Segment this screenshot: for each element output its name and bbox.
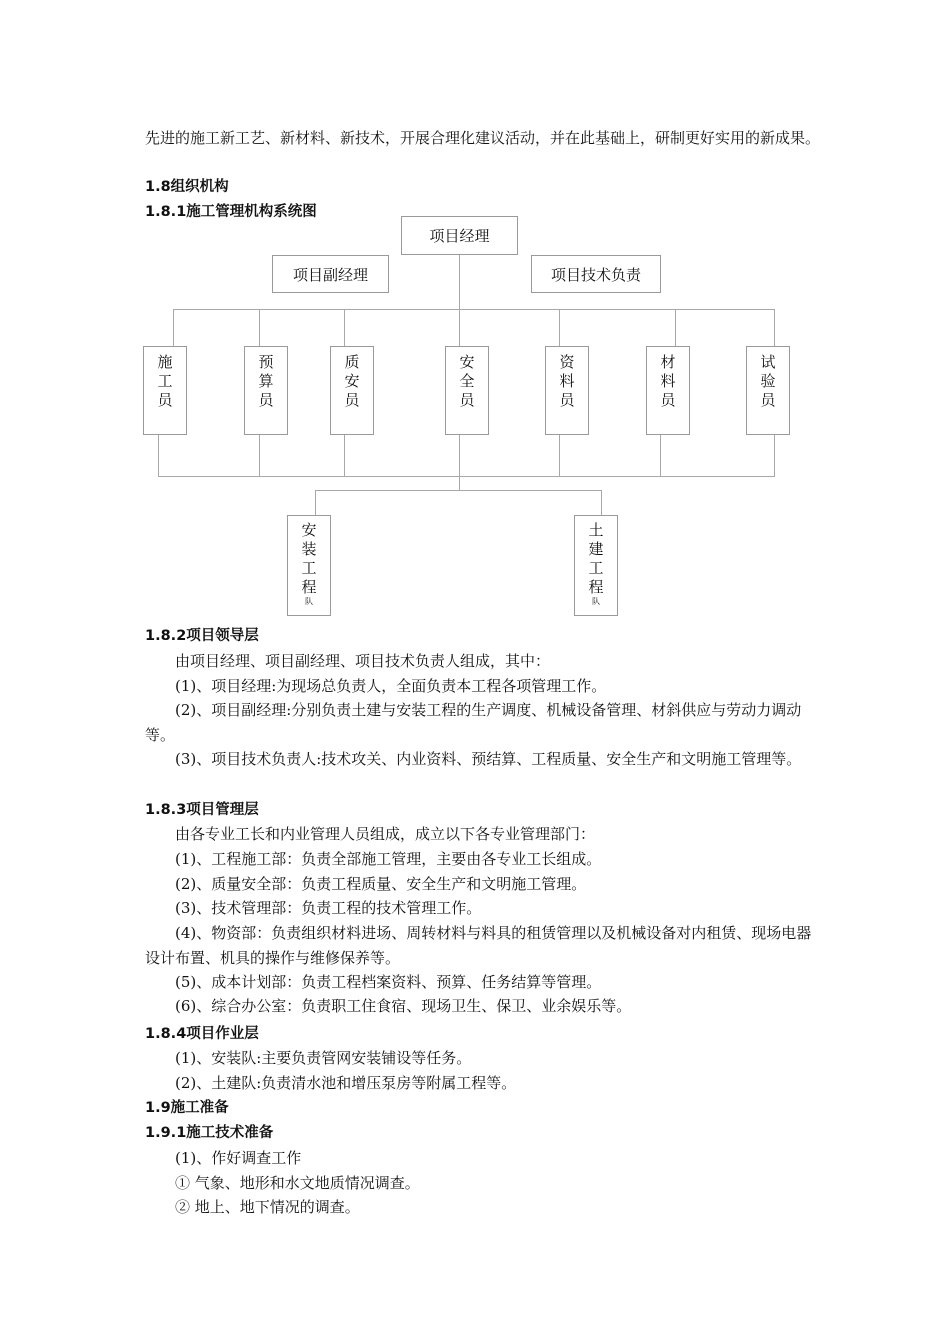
heading-1-8: 1.8组织机构 — [145, 179, 229, 195]
connector-line — [660, 434, 661, 476]
staff-box-testing — [746, 346, 790, 435]
paragraph: (2)、质量安全部：负责工程质量、安全生产和文明施工管理。 — [175, 875, 587, 893]
connector-line — [344, 434, 345, 476]
connector-line — [315, 490, 316, 515]
staff-box-quality-safety — [330, 346, 374, 435]
box-char: 全 — [459, 372, 475, 390]
box-char: 装 — [301, 540, 317, 558]
box-char: 安 — [301, 521, 317, 539]
connector-line — [259, 434, 260, 476]
box-char: 材 — [660, 353, 676, 371]
connector-line — [459, 434, 460, 491]
box-char: 安 — [459, 353, 475, 371]
team-box-civil — [574, 515, 618, 616]
paragraph: ② 地上、地下情况的调查。 — [175, 1198, 360, 1216]
heading-1-8-3: 1.8.3项目管理层 — [145, 802, 259, 818]
paragraph: (2)、土建队:负责清水池和增压泵房等附属工程等。 — [175, 1074, 517, 1092]
paragraph: ① 气象、地形和水文地质情况调查。 — [175, 1174, 420, 1192]
paragraph: (5)、成本计划部：负责工程档案资料、预算、任务结算等管理。 — [175, 973, 602, 991]
heading-1-8-2: 1.8.2项目领导层 — [145, 628, 259, 644]
connector-line — [173, 309, 174, 346]
box-char: 员 — [660, 391, 676, 409]
paragraph: (2)、项目副经理:分别负责土建与安装工程的生产调度、机械设备管理、材斜供应与劳动力调动等。 — [145, 701, 802, 744]
connector-line — [344, 309, 345, 346]
paragraph: (6)、综合办公室：负责职工住食宿、现场卫生、保卫、业余娱乐等。 — [175, 997, 632, 1015]
staff-box-materials — [646, 346, 690, 435]
connector-line — [459, 309, 460, 346]
box-char: 工 — [301, 559, 317, 577]
box-char: 员 — [559, 391, 575, 409]
heading-1-8-1: 1.8.1施工管理机构系统图 — [145, 204, 317, 220]
paragraph: (1)、项目经理:为现场总负责人，全面负责本工程各项管理工作。 — [175, 677, 607, 695]
box-char: 施 — [157, 353, 173, 371]
box-char: 质 — [344, 353, 360, 371]
heading-1-9-1: 1.9.1施工技术准备 — [145, 1125, 274, 1141]
box-char: 料 — [660, 372, 676, 390]
box-char: 算 — [258, 372, 274, 390]
paragraph: (1)、作好调查工作 — [175, 1149, 302, 1167]
connector-line — [158, 434, 159, 476]
team-box-installation — [287, 515, 331, 616]
staff-box-budget — [244, 346, 288, 435]
paragraph: 由各专业工长和内业管理人员组成，成立以下各专业管理部门： — [175, 825, 596, 843]
paragraph: 由项目经理、项目副经理、项目技术负责人组成，其中： — [175, 652, 551, 670]
staff-box-construction — [143, 346, 187, 435]
paragraph: (3)、技术管理部：负责工程的技术管理工作。 — [175, 899, 482, 917]
connector-line — [601, 490, 602, 515]
technical-lead-label: 项目技术负责 — [550, 265, 641, 284]
connector-line — [158, 476, 775, 477]
box-char: 员 — [459, 391, 475, 409]
box-char: 建 — [588, 540, 604, 558]
paragraph: (4)、物资部：负责组织材料进场、周转材料与料具的租赁管理以及机械设备对内租赁、现场电器设计布置、机具的操作与维修保养等。 — [145, 924, 812, 967]
box-char: 员 — [157, 391, 173, 409]
intro-paragraph: 先进的施工新工艺、新材料、新技术，开展合理化建议活动，并在此基础上，研制更好实用的新成果。 — [145, 129, 821, 147]
box-char: 程 — [301, 578, 317, 596]
box-char: 工 — [588, 559, 604, 577]
staff-box-safety — [445, 346, 489, 435]
deputy-manager-label: 项目副经理 — [292, 265, 368, 284]
box-char: 员 — [258, 391, 274, 409]
project-manager-label: 项目经理 — [429, 227, 490, 245]
staff-box-documents — [545, 346, 589, 435]
box-char: 工 — [157, 372, 173, 390]
box-char: 程 — [588, 578, 604, 596]
connector-line — [774, 309, 775, 346]
box-char: 员 — [760, 391, 776, 409]
paragraph: (3)、项目技术负责人:技术攻关、内业资料、预结算、工程质量、安全生产和文明施工管理等。 — [175, 750, 802, 768]
heading-1-9: 1.9施工准备 — [145, 1100, 229, 1116]
connector-line — [774, 434, 775, 476]
connector-line — [559, 434, 560, 476]
technical-lead-box — [531, 255, 661, 293]
box-char: 资 — [559, 353, 575, 371]
box-char: 员 — [344, 391, 360, 409]
connector-line — [173, 309, 775, 310]
connector-line — [459, 254, 460, 310]
project-manager-box — [401, 216, 518, 255]
deputy-manager-box — [272, 255, 389, 293]
box-char: 料 — [559, 372, 575, 390]
paragraph: (1)、工程施工部：负责全部施工管理，主要由各专业工长组成。 — [175, 850, 602, 868]
connector-line — [315, 490, 602, 491]
box-char: 队 — [592, 597, 600, 606]
box-char: 预 — [258, 353, 274, 371]
box-char: 土 — [588, 521, 604, 539]
box-char: 安 — [344, 372, 360, 390]
paragraph: (1)、安装队:主要负责管网安装铺设等任务。 — [175, 1049, 472, 1067]
box-char: 验 — [760, 372, 776, 390]
connector-line — [559, 309, 560, 346]
box-char: 试 — [760, 353, 776, 371]
box-char: 队 — [305, 597, 313, 606]
connector-line — [259, 309, 260, 346]
heading-1-8-4: 1.8.4项目作业层 — [145, 1026, 259, 1042]
connector-line — [675, 309, 676, 346]
